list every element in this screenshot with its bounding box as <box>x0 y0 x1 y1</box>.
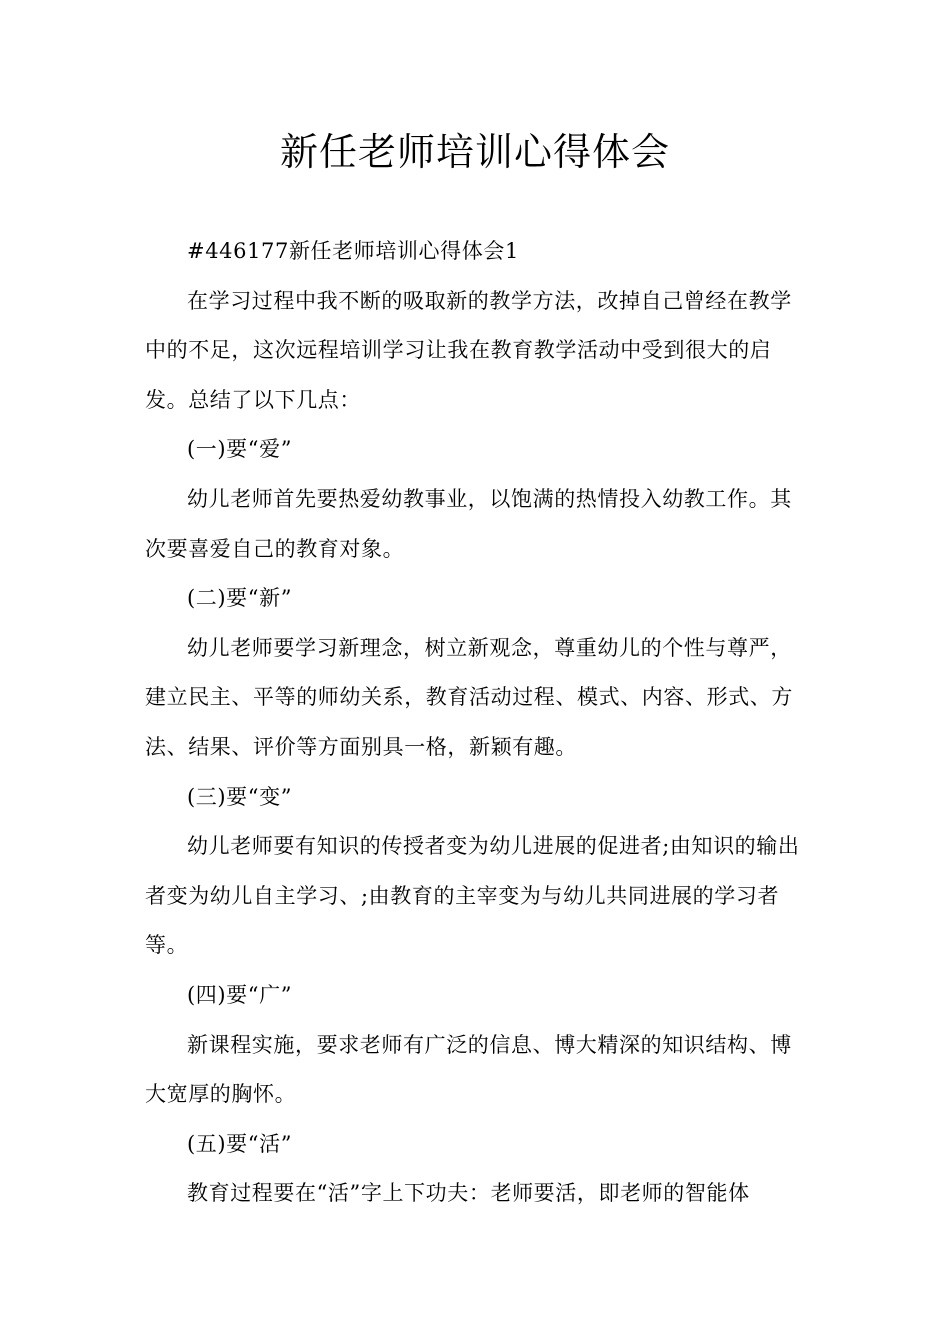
section-heading-lively: (五)要“活” <box>187 1131 293 1156</box>
paragraph-change: 幼儿老师要有知识的传授者变为幼儿进展的促进者;由知识的输出者变为幼儿自主学习、;由教育的主宰变为与幼儿共同进展的学习者等。 <box>145 834 800 958</box>
section-heading-love: (一)要“爱” <box>187 437 293 462</box>
section-heading-new: (二)要“新” <box>187 586 293 611</box>
section-heading-change: (三)要“变” <box>187 784 293 809</box>
section-heading-broad: (四)要“广” <box>187 982 293 1007</box>
paragraph-broad: 新课程实施，要求老师有广泛的信息、博大精深的知识结构、博大宽厚的胸怀。 <box>145 1032 792 1107</box>
document-title: 新任老师培训心得体会 <box>279 130 670 174</box>
paragraph-intro: 在学习过程中我不断的吸取新的教学方法，改掉自己曾经在教学中的不足，这次远程培训学习让我在教育教学活动中受到很大的启发。总结了以下几点： <box>145 288 792 412</box>
paragraph-heading-code: #446177新任老师培训心得体会1 <box>187 239 519 263</box>
paragraph-lively: 教育过程要在“活”字上下功夫：老师要活，即老师的智能体 <box>187 1181 750 1206</box>
paragraph-new: 幼儿老师要学习新理念，树立新观念，尊重幼儿的个性与尊严，建立民主、平等的师幼关系，教育活动过程、模式、内容、形式、方法、结果、评价等方面别具一格，新颖有趣。 <box>145 635 793 759</box>
document-body <box>145 227 810 1219</box>
paragraph-love: 幼儿老师首先要热爱幼教事业，以饱满的热情投入幼教工作。其次要喜爱自己的教育对象。 <box>145 486 792 561</box>
